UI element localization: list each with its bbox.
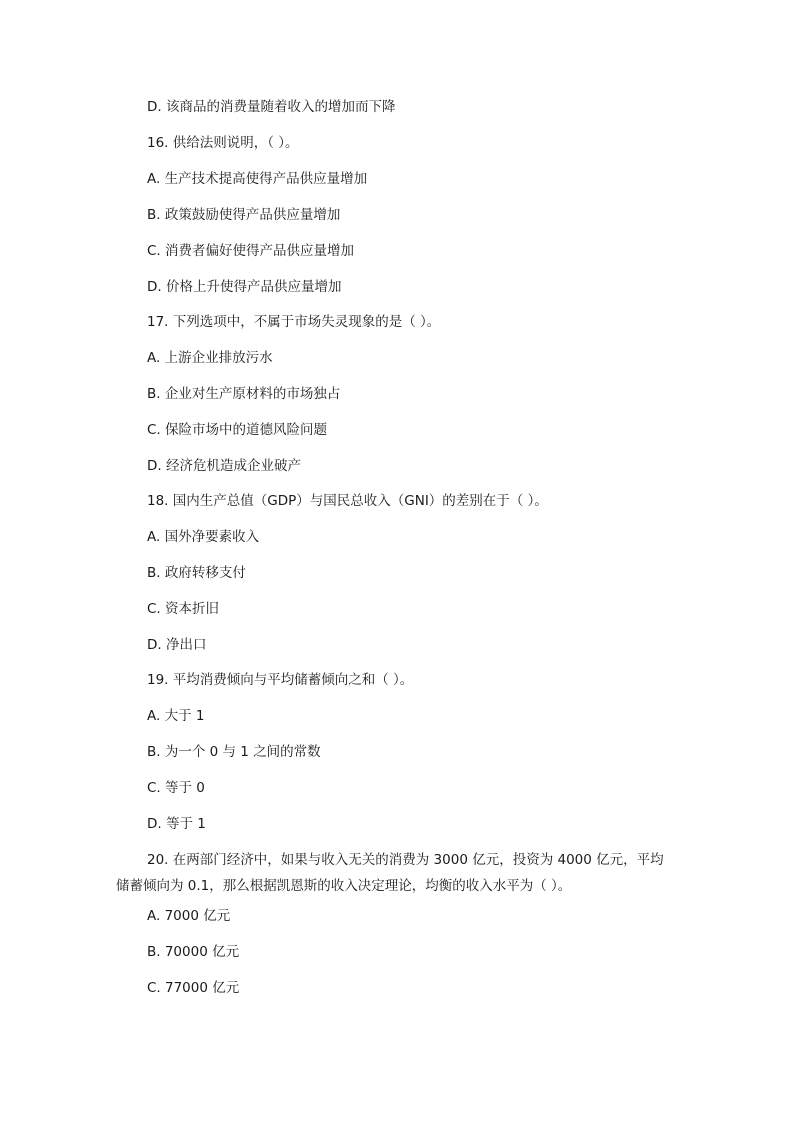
q16-stem: 16. 供给法则说明，（ ）。 [147,135,299,151]
q17-option-b: B. 企业对生产原材料的市场独占 [147,386,341,402]
q16-option-d: D. 价格上升使得产品供应量增加 [147,279,342,295]
q17-stem: 17. 下列选项中，不属于市场失灵现象的是（ ）。 [147,314,441,330]
q18-option-a: A. 国外净要素收入 [147,529,260,545]
q18-option-b: B. 政府转移支付 [147,565,246,581]
q18-stem: 18. 国内生产总值（GDP）与国民总收入（GNI）的差别在于（ ）。 [147,493,548,509]
q19-option-a: A. 大于 1 [147,708,205,724]
q20-option-a: A. 7000 亿元 [147,908,231,924]
q19-option-b: B. 为一个 0 与 1 之间的常数 [147,744,321,760]
q20-stem: 20. 在两部门经济中，如果与收入无关的消费为 3000 亿元，投资为 4000 亿元，平均储蓄倾向为 0.1，那么根据凯恩斯的收入决定理论，均衡的收入水平为（ ）。 [116,852,664,894]
q19-option-c: C. 等于 0 [147,780,205,796]
q20-option-b: B. 70000 亿元 [147,944,240,960]
q19-option-d: D. 等于 1 [147,816,206,832]
q17-option-d: D. 经济危机造成企业破产 [147,458,301,474]
q18-option-c: C. 资本折旧 [147,601,220,617]
q16-option-a: A. 生产技术提高使得产品供应量增加 [147,171,368,187]
q17-option-a: A. 上游企业排放污水 [147,350,273,366]
q15-option-d: D. 该商品的消费量随着收入的增加而下降 [147,99,396,115]
q20-option-c: C. 77000 亿元 [147,980,240,996]
q16-option-c: C. 消费者偏好使得产品供应量增加 [147,243,355,259]
q16-option-b: B. 政策鼓励使得产品供应量增加 [147,207,341,223]
q17-option-c: C. 保险市场中的道德风险问题 [147,422,328,438]
q19-stem: 19. 平均消费倾向与平均储蓄倾向之和（ ）。 [147,672,414,688]
q18-option-d: D. 净出口 [147,637,207,653]
